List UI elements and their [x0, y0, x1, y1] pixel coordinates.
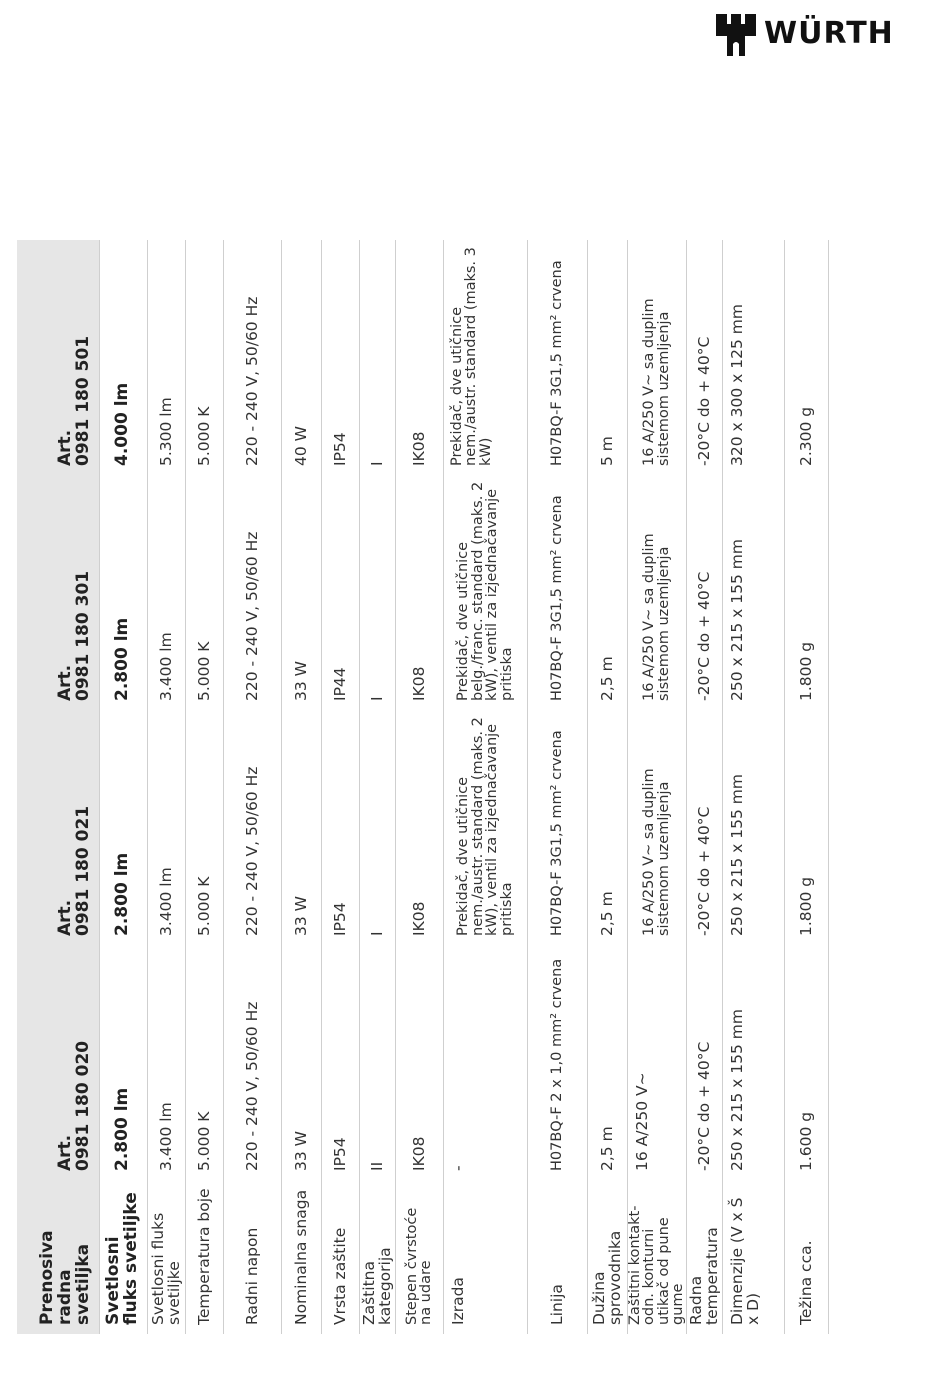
cell: 220 - 240 V, 50/60 Hz	[223, 475, 281, 710]
cell: 1.800 g	[784, 710, 828, 945]
spec-table-container	[17, 240, 819, 1334]
row-label: Dužina sprovodnika	[587, 1180, 627, 1334]
table-row	[443, 240, 527, 1334]
cell: Prekidač, dve utičnice nem./austr. standard (maks. 3 kW)	[443, 240, 527, 475]
table-row	[359, 240, 395, 1334]
spec-table	[17, 240, 829, 1334]
column-header: Art. 0981 180 020	[17, 945, 99, 1180]
table-title: Prenosiva radna svetiljka	[17, 1180, 99, 1334]
cell: 3.400 lm	[147, 945, 185, 1180]
wurth-logo-icon	[716, 14, 756, 56]
row-label: Svetlosni fluks svetiljke	[99, 1180, 147, 1334]
row-label: Linija	[527, 1180, 587, 1334]
cell: IK08	[395, 240, 443, 475]
cell: 2,5 m	[587, 475, 627, 710]
table-row	[321, 240, 359, 1334]
cell: 2.800 lm	[99, 710, 147, 945]
cell: IP54	[321, 710, 359, 945]
cell: 250 x 215 x 155 mm	[722, 475, 784, 710]
cell: 5.300 lm	[147, 240, 185, 475]
table-row	[395, 240, 443, 1334]
brand-logo	[716, 14, 912, 56]
cell: 5.000 K	[185, 240, 223, 475]
row-label: Temperatura boje	[185, 1180, 223, 1334]
table-row	[527, 240, 587, 1334]
cell: 40 W	[281, 240, 321, 475]
cell: 5 m	[587, 240, 627, 475]
row-label: Težina cca.	[784, 1180, 828, 1334]
cell: 250 x 215 x 155 mm	[722, 945, 784, 1180]
cell: 2,5 m	[587, 710, 627, 945]
cell: -	[443, 945, 527, 1180]
cell: 16 A/250 V~ sa duplim sistemom uzemljenja	[627, 240, 686, 475]
cell: IP54	[321, 240, 359, 475]
row-label: Stepen čvrstoće na udare	[395, 1180, 443, 1334]
row-label: Radni napon	[223, 1180, 281, 1334]
table-row	[99, 240, 147, 1334]
cell: 2.300 g	[784, 240, 828, 475]
column-header: Art. 0981 180 501	[17, 240, 99, 475]
cell: 16 A/250 V~	[627, 945, 686, 1180]
table-row	[223, 240, 281, 1334]
cell: IP54	[321, 945, 359, 1180]
cell: 220 - 240 V, 50/60 Hz	[223, 945, 281, 1180]
table-row	[147, 240, 185, 1334]
cell: IP44	[321, 475, 359, 710]
table-row	[784, 240, 828, 1334]
cell: I	[359, 475, 395, 710]
row-label: Nominalna snaga	[281, 1180, 321, 1334]
cell: 3.400 lm	[147, 710, 185, 945]
cell: 1.600 g	[784, 945, 828, 1180]
row-label: Izrada	[443, 1180, 527, 1334]
table-header-row	[17, 240, 99, 1334]
row-label: Dimenzije (V x Š x D)	[722, 1180, 784, 1334]
cell: 5.000 K	[185, 710, 223, 945]
cell: IK08	[395, 475, 443, 710]
table-row	[587, 240, 627, 1334]
cell: H07BQ-F 2 x 1,0 mm² crvena	[527, 945, 587, 1180]
cell: H07BQ-F 3G1,5 mm² crvena	[527, 475, 587, 710]
cell: -20°C do + 40°C	[686, 710, 722, 945]
row-label: Zaštitni kontakt-odn. konturni utikač od pune gume	[627, 1180, 686, 1334]
cell: IK08	[395, 945, 443, 1180]
cell: 33 W	[281, 945, 321, 1180]
column-header: Art. 0981 180 301	[17, 475, 99, 710]
cell: -20°C do + 40°C	[686, 945, 722, 1180]
brand-name: WÜRTH	[764, 16, 894, 51]
cell: H07BQ-F 3G1,5 mm² crvena	[527, 710, 587, 945]
cell: 2.800 lm	[99, 475, 147, 710]
row-label: Zaštitna kategorija	[359, 1180, 395, 1334]
cell: II	[359, 945, 395, 1180]
cell: 5.000 K	[185, 945, 223, 1180]
table-row	[627, 240, 686, 1334]
cell: 5.000 K	[185, 475, 223, 710]
row-label: Radna temperatura	[686, 1180, 722, 1334]
cell: -20°C do + 40°C	[686, 240, 722, 475]
row-label: Svetlosni fluks svetiljke	[147, 1180, 185, 1334]
cell: Prekidač, dve utičnice nem./austr. standard (maks. 2 kW), ventil za izjednačavanje pritiska	[443, 710, 527, 945]
cell: 2.800 lm	[99, 945, 147, 1180]
cell: 220 - 240 V, 50/60 Hz	[223, 240, 281, 475]
table-row	[686, 240, 722, 1334]
table-row	[185, 240, 223, 1334]
row-label: Vrsta zaštite	[321, 1180, 359, 1334]
cell: 320 x 300 x 125 mm	[722, 240, 784, 475]
cell: 33 W	[281, 710, 321, 945]
cell: 16 A/250 V~ sa duplim sistemom uzemljenja	[627, 710, 686, 945]
cell: H07BQ-F 3G1,5 mm² crvena	[527, 240, 587, 475]
cell: 220 - 240 V, 50/60 Hz	[223, 710, 281, 945]
cell: 250 x 215 x 155 mm	[722, 710, 784, 945]
cell: 1.800 g	[784, 475, 828, 710]
cell: 4.000 lm	[99, 240, 147, 475]
cell: I	[359, 710, 395, 945]
cell: 3.400 lm	[147, 475, 185, 710]
cell: IK08	[395, 710, 443, 945]
cell: Prekidač, dve utičnice belg./franc. standard (maks. 2 kW), ventil za izjednačavanje pritiska	[443, 475, 527, 710]
cell: 2,5 m	[587, 945, 627, 1180]
cell: 16 A/250 V~ sa duplim sistemom uzemljenja	[627, 475, 686, 710]
column-header: Art. 0981 180 021	[17, 710, 99, 945]
table-row	[281, 240, 321, 1334]
cell: 33 W	[281, 475, 321, 710]
cell: -20°C do + 40°C	[686, 475, 722, 710]
table-row	[722, 240, 784, 1334]
cell: I	[359, 240, 395, 475]
